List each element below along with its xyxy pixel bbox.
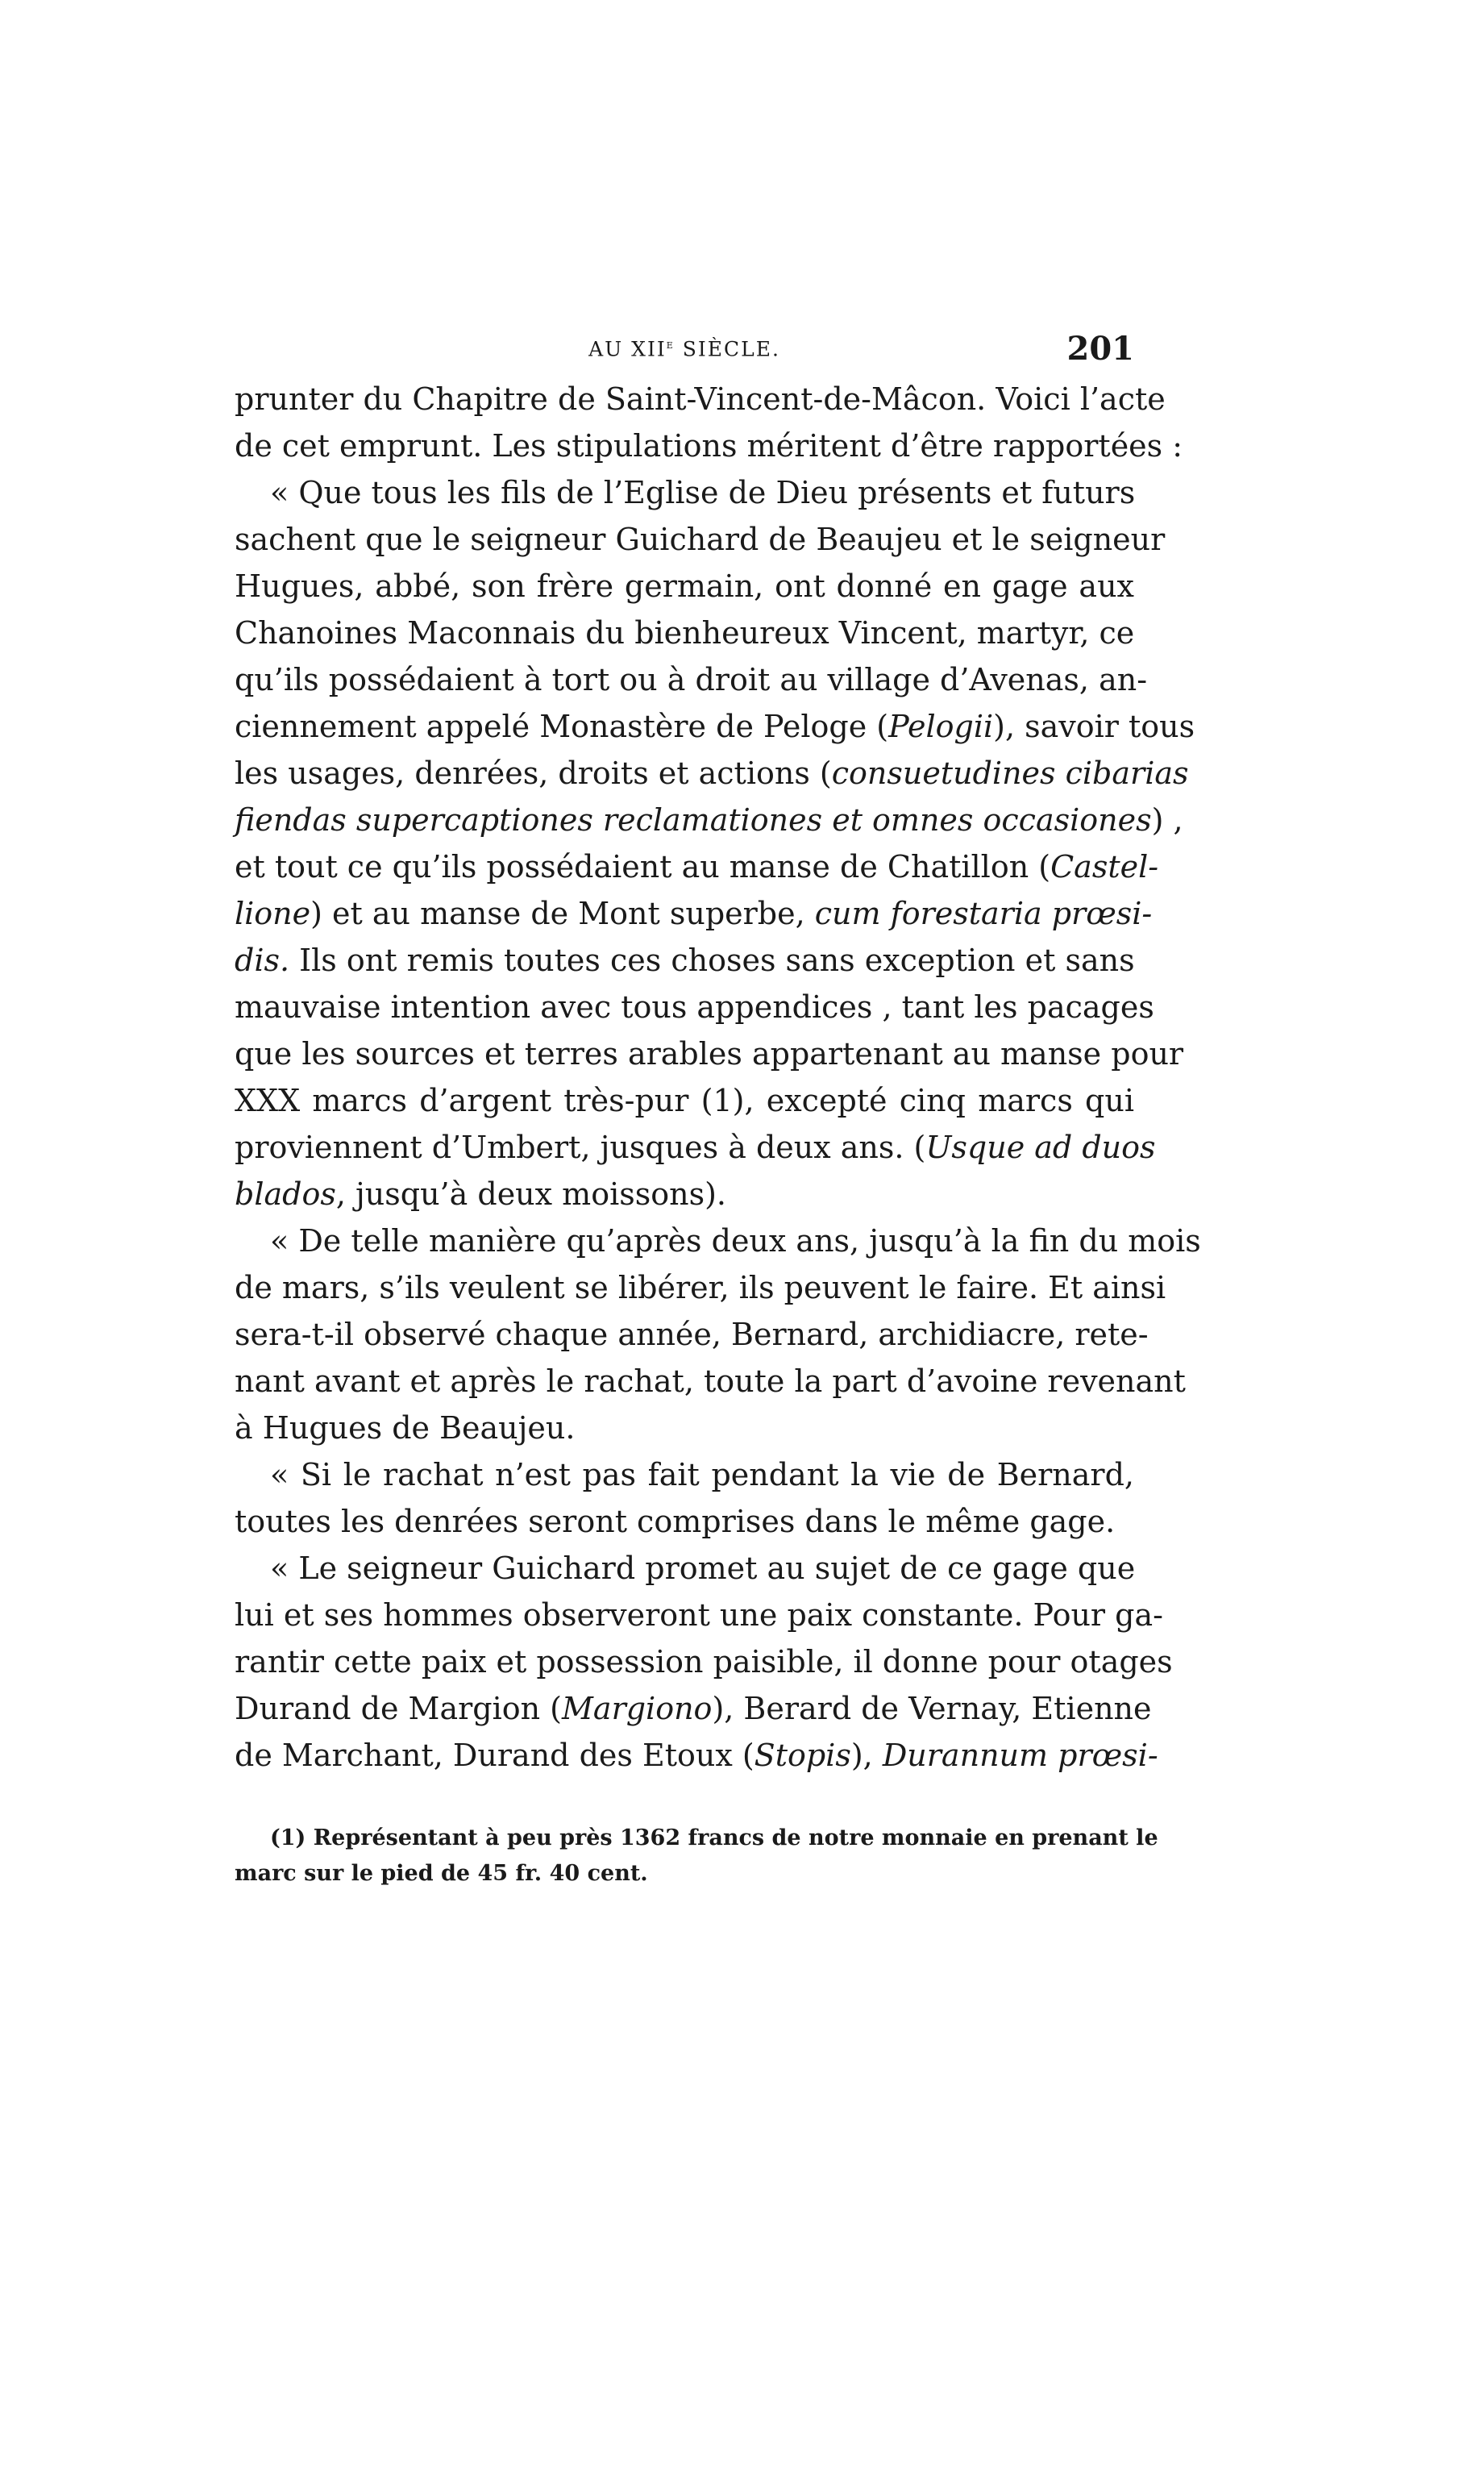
text-line: Chanoines Maconnais du bienheureux Vincent, martyr, ce: [235, 615, 1135, 651]
text-line: lui et ses hommes observeront une paix constante. Pour ga-: [235, 1597, 1163, 1633]
text-line: que les sources et terres arables appartenant au manse pour: [235, 1036, 1184, 1072]
text-line: mauvaise intention avec tous appendices , tant les pacages: [235, 989, 1154, 1025]
latin-term: Stopis: [754, 1738, 851, 1773]
latin-term: Usque ad duos: [925, 1130, 1156, 1165]
text-line: qu’ils possédaient à tort ou à droit au village d’Avenas, an-: [235, 662, 1148, 697]
text-line: « De telle manière qu’après deux ans, jusqu’à la fin du mois: [270, 1223, 1201, 1259]
footnote-line: marc sur le pied de 45 fr. 40 cent.: [235, 1861, 648, 1886]
text-line: « Le seigneur Guichard promet au sujet de ce gage que: [270, 1551, 1136, 1586]
latin-term: fiendas supercaptiones reclamationes et omnes occasiones: [235, 802, 1152, 838]
text-line: de Marchant, Durand des Etoux (Stopis), Durannum prœsi-: [235, 1738, 1158, 1773]
text-line: prunter du Chapitre de Saint-Vincent-de-Mâcon. Voici l’acte: [235, 381, 1166, 417]
latin-term: lione: [235, 896, 311, 931]
text-line: sera-t-il observé chaque année, Bernard, archidiacre, rete-: [235, 1317, 1149, 1352]
text-line: fiendas supercaptiones reclamationes et omnes occasiones) ,: [235, 802, 1183, 838]
footnote: [235, 1821, 1158, 1892]
latin-term: Durannum prœsi-: [882, 1738, 1158, 1773]
text-line: XXX marcs d’argent très-pur (1), excepté cinq marcs qui: [235, 1083, 1134, 1118]
text-line: blados, jusqu’à deux moissons).: [235, 1176, 726, 1212]
text-line: sachent que le seigneur Guichard de Beaujeu et le seigneur: [235, 522, 1166, 557]
footnote-line: (1) Représentant à peu près 1362 francs de notre monnaie en prenant le: [270, 1825, 1158, 1850]
text-line: de cet emprunt. Les stipulations méritent d’être rapportées :: [235, 428, 1183, 464]
text-line: toutes les denrées seront comprises dans le même gage.: [235, 1504, 1116, 1539]
text-line: « Si le rachat n’est pas fait pendant la vie de Bernard,: [270, 1457, 1134, 1492]
body-text: [235, 376, 1201, 1779]
text-line: Durand de Margion (Margiono), Berard de Vernay, Etienne: [235, 1691, 1152, 1726]
latin-term: cum forestaria prœsi-: [814, 896, 1153, 931]
text-line: les usages, denrées, droits et actions (consuetudines cibarias: [235, 755, 1189, 791]
text-line: et tout ce qu’ils possédaient au manse de Chatillon (Castel-: [235, 849, 1159, 885]
latin-term: dis.: [235, 943, 290, 978]
text-line: ciennement appelé Monastère de Peloge (Pelogii), savoir tous: [235, 709, 1195, 744]
text-line: lione) et au manse de Mont superbe, cum forestaria prœsi-: [235, 896, 1153, 931]
text-line: dis. Ils ont remis toutes ces choses sans exception et sans: [235, 943, 1135, 978]
text-line: proviennent d’Umbert, jusques à deux ans. (Usque ad duos: [235, 1130, 1156, 1165]
ordinal-suffix: e: [666, 336, 675, 352]
text-line: de mars, s’ils veulent se libérer, ils peuvent le faire. Et ainsi: [235, 1270, 1166, 1305]
latin-term: blados: [235, 1176, 336, 1212]
text-line: rantir cette paix et possession paisible, il donne pour otages: [235, 1644, 1173, 1680]
running-title: AU XIIe SIÈCLE.: [588, 336, 780, 361]
text-line: « Que tous les fils de l’Eglise de Dieu présents et futurs: [270, 475, 1136, 510]
latin-term: consuetudines cibarias: [831, 755, 1189, 791]
latin-term: Margiono: [562, 1691, 713, 1726]
latin-term: Pelogii: [888, 709, 994, 744]
text-line: à Hugues de Beaujeu.: [235, 1410, 576, 1446]
text-line: nant avant et après le rachat, toute la part d’avoine revenant: [235, 1363, 1186, 1399]
latin-term: Castel-: [1050, 849, 1159, 885]
text-line: Hugues, abbé, son frère germain, ont donné en gage aux: [235, 568, 1134, 604]
running-head: [235, 330, 1134, 375]
page-number: 201: [1066, 330, 1134, 368]
